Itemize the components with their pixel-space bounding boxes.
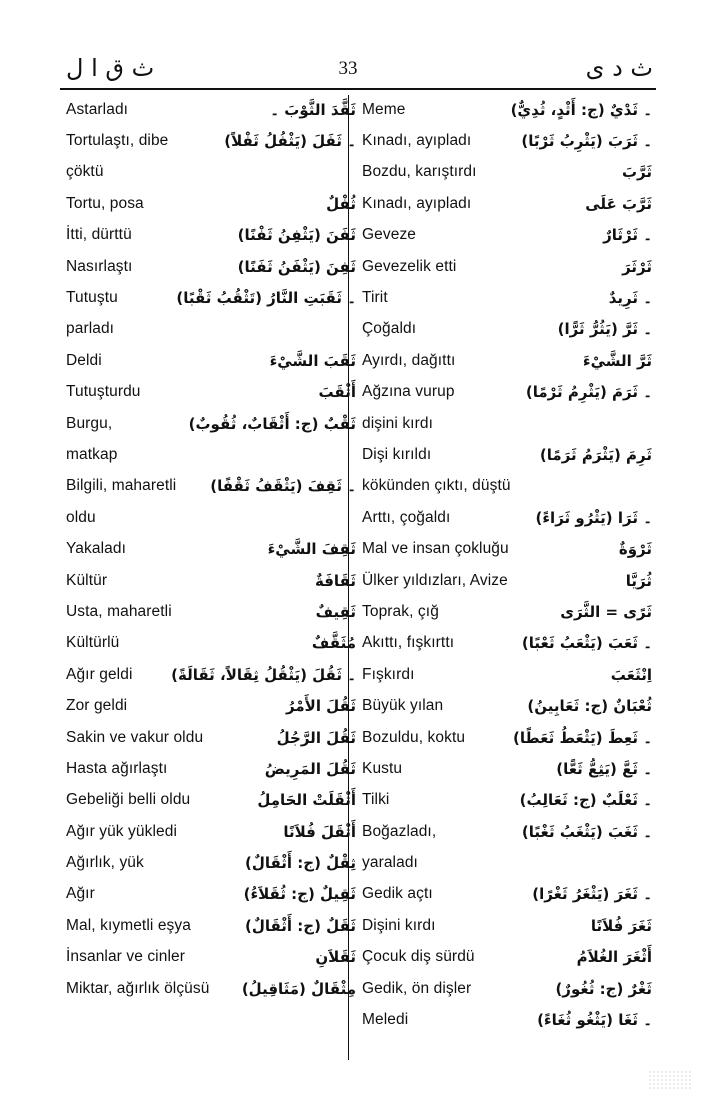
dictionary-entry [66,157,356,188]
dictionary-entry [66,125,356,156]
turkish-meaning: Hasta ağırlaştı [66,759,168,777]
dictionary-entry [66,251,356,282]
arabic-headword: ثَرَّبَ [621,163,652,182]
dictionary-entry [66,910,356,941]
arabic-headword: ۔ ثَغَا (يَثْغُو ثُغَاءً) [537,1011,652,1030]
turkish-meaning: Büyük yılan [362,697,444,715]
turkish-meaning: yaraladı [362,854,418,872]
arabic-headword: ثِقْلٌ (ج: أَثْقَالٌ) [245,854,356,873]
dictionary-entry [66,753,356,784]
turkish-meaning: Gevezelik etti [362,257,457,275]
dictionary-entry [362,942,652,973]
turkish-meaning: Çocuk diş sürdü [362,948,475,966]
arabic-headword: ۔ ثَفَلَ (يَثْفُلُ ثَفْلاً) [224,132,356,151]
arabic-headword: ۔ ثَعِطَ (يَثْعَطُ ثَعَطًا) [513,728,652,747]
turkish-meaning: İnsanlar ve cinler [66,948,185,966]
dictionary-entry [66,879,356,910]
dictionary-entry [66,533,356,564]
dictionary-entry [362,282,652,313]
turkish-meaning: Ayırdı, dağıttı [362,351,456,369]
dictionary-entry [66,942,356,973]
dictionary-entry [362,314,652,345]
dictionary-entry [362,628,652,659]
turkish-meaning: Mal ve insan çokluğu [362,540,509,558]
turkish-meaning: Gedik, ön dişler [362,979,472,997]
arabic-headword: ثَقُلَ الأَمْرُ [286,697,356,716]
turkish-meaning: Gedik açtı [362,885,433,903]
dictionary-entry [66,439,356,470]
dictionary-entry [362,785,652,816]
arabic-headword: ثَرْوَةٌ [618,540,652,559]
dictionary-entry [66,690,356,721]
arabic-headword: ثَقُلَ المَرِيضُ [264,759,356,778]
turkish-meaning: Deldi [66,351,102,369]
arabic-headword: ثَقَّدَ الثَّوْبَ ۔ [270,100,356,119]
turkish-meaning: Bilgili, maharetli [66,477,177,495]
header-rule [60,88,656,90]
turkish-meaning: Zor geldi [66,697,128,715]
arabic-headword: ۔ ثَرَا (يَثْرُو ثَرَاءً) [535,508,652,527]
turkish-meaning: Tutuştu [66,289,118,307]
turkish-meaning: Burgu, [66,414,113,432]
turkish-meaning: kökünden çıktı, düştü [362,477,511,495]
turkish-meaning: Kınadı, ayıpladı [362,132,472,150]
turkish-meaning: Tilki [362,791,390,809]
dictionary-entry [66,94,356,125]
turkish-meaning: Usta, maharetli [66,602,172,620]
turkish-meaning: Boğazladı, [362,822,437,840]
arabic-headword: ۔ ثَرَبَ (يَثْرِبُ ثَرْبًا) [521,132,652,151]
dictionary-entry [66,220,356,251]
turkish-meaning: Geveze [362,226,417,244]
arabic-headword: ثَقَلاَنِ [315,948,356,967]
turkish-meaning: Meme [362,100,406,118]
dictionary-entry [362,439,652,470]
dictionary-entry [362,596,652,627]
dictionary-entry [66,188,356,219]
turkish-meaning: Bozuldu, koktu [362,728,466,746]
arabic-headword: ثَرَّبَ عَلَى [585,194,652,213]
dictionary-entry [362,565,652,596]
turkish-meaning: dişini kırdı [362,414,433,432]
dictionary-entry [362,345,652,376]
dictionary-entry [66,722,356,753]
dictionary-entry [66,408,356,439]
turkish-meaning: Mal, kıymetli eşya [66,916,191,934]
dictionary-entry [362,220,652,251]
dictionary-entry [66,502,356,533]
dictionary-entry [362,973,652,1004]
dictionary-entry [66,377,356,408]
dictionary-entry [362,1004,652,1035]
arabic-headword: ثَقَافَةٌ [315,571,356,590]
arabic-headword: أَثْقَلَتْ الحَامِلُ [257,791,356,810]
arabic-headword: مِثْقَالٌ (مَثَاقِيلُ) [241,979,356,998]
turkish-meaning: Arttı, çoğaldı [362,508,451,526]
arabic-headword: ۔ ثَعْلَبٌ (ج: ثَعَالِبُ) [519,791,652,810]
arabic-headword: ۔ ثَرِيدٌ [608,289,652,308]
dictionary-entry [362,471,652,502]
arabic-headword: ثُرَيَّا [625,571,652,590]
turkish-meaning: Kınadı, ayıpladı [362,194,472,212]
turkish-meaning: çöktü [66,163,104,181]
left-column [66,94,356,1004]
dictionary-entry [362,753,652,784]
dictionary-entry [66,973,356,1004]
dictionary-entry [66,471,356,502]
turkish-meaning: Meledi [362,1011,409,1029]
arabic-headword: ثَقِيفٌ [315,602,356,621]
dictionary-entry [362,690,652,721]
dictionary-entry [362,502,652,533]
turkish-meaning: Fışkırdı [362,665,415,683]
header-left-letters: ث ق ا ل [66,54,155,82]
turkish-meaning: Astarladı [66,100,129,118]
arabic-headword: ۔ ثَرَّ (يَثُرُّ ثَرًّا) [557,320,652,339]
right-column [362,94,652,1036]
turkish-meaning: Dişi kırıldı [362,445,432,463]
turkish-meaning: Ağırlık, yük [66,854,144,872]
page-number: 33 [338,58,358,79]
turkish-meaning: parladı [66,320,115,338]
dictionary-entry [66,565,356,596]
turkish-meaning: Dişini kırdı [362,916,436,934]
arabic-headword: ثَرَّ الشَّيْءَ [582,351,652,370]
turkish-meaning: Çoğaldı [362,320,417,338]
turkish-meaning: Sakin ve vakur oldu [66,728,204,746]
dictionary-entry [66,628,356,659]
arabic-headword: ثَغَرَ فُلاَنًا [590,916,652,935]
arabic-headword: ثَقِفَ الشَّيْءَ [267,540,356,559]
dictionary-entry [362,125,652,156]
dictionary-entry [362,408,652,439]
arabic-headword: ۔ ثَغَبَ (يَثْغَبُ ثَغْبًا) [521,822,652,841]
arabic-headword: ۔ ثَقَبَتِ النَّارُ (تَثْقُبُ ثَقْبًا) [176,289,356,308]
dictionary-entry [362,659,652,690]
turkish-meaning: oldu [66,508,96,526]
turkish-meaning: Tortu, posa [66,194,144,212]
dictionary-entry [66,659,356,690]
arabic-headword: ثُفْلٌ [326,194,356,213]
turkish-meaning: Tutuşturdu [66,383,141,401]
arabic-headword: ۔ ثَرَمَ (يَثْرِمُ ثَرْمًا) [525,383,652,402]
arabic-headword: أَثْقَلَ فُلاَنًا [283,822,356,841]
turkish-meaning: Miktar, ağırlık ölçüsü [66,979,210,997]
arabic-headword: ۔ ثَعَّ (يَثِعُّ ثَعًّا) [556,759,652,778]
dictionary-entry [362,94,652,125]
arabic-headword: مُثَقَّفٌ [311,634,356,653]
dictionary-entry [362,879,652,910]
turkish-meaning: Ağzına vurup [362,383,455,401]
arabic-headword: اِنْثَعَبَ [610,665,652,684]
arabic-headword: ثَقْبٌ (ج: أَثْقَابٌ، ثُقُوبٌ) [188,414,356,433]
turkish-meaning: Yakaladı [66,540,126,558]
turkish-meaning: Kustu [362,759,403,777]
turkish-meaning: Ağır geldi [66,665,133,683]
dictionary-entry [362,157,652,188]
turkish-meaning: Bozdu, karıştırdı [362,163,477,181]
arabic-headword: ۔ ثَعَبَ (يَثْعَبُ ثَعْبًا) [521,634,652,653]
arabic-headword: ثَفَنَ (يَثْفِنُ ثَفْنًا) [237,226,356,245]
turkish-meaning: Gebeliği belli oldu [66,791,191,809]
turkish-meaning: Kültürlü [66,634,120,652]
arabic-headword: ثَقِيلٌ (ج: ثُقَلاَءُ) [243,885,356,904]
dictionary-entry [66,282,356,313]
dictionary-entry [66,314,356,345]
dictionary-entry [362,847,652,878]
arabic-headword: ثَغْرٌ (ج: ثُغُورٌ) [555,979,652,998]
turkish-meaning: Akıttı, fışkırttı [362,634,455,652]
dictionary-entry [66,345,356,376]
dictionary-entry [362,188,652,219]
turkish-meaning: Ülker yıldızları, Avize [362,571,508,589]
dictionary-entry [66,596,356,627]
arabic-headword: ۔ ثَغَرَ (يَثْغَرُ ثَغْرًا) [532,885,652,904]
arabic-headword: ثَرًى = الثَّرَى [560,602,652,621]
page-header [0,0,713,88]
dictionary-entry [66,785,356,816]
dictionary-entry [362,816,652,847]
arabic-headword: ۔ ثَقِفَ (يَثْقَفُ ثَقْفًا) [210,477,356,496]
turkish-meaning: Nasırlaştı [66,257,133,275]
turkish-meaning: Tirit [362,289,388,307]
turkish-meaning: İtti, dürttü [66,226,132,244]
arabic-headword: ثَرْثَرَ [622,257,652,276]
header-right-letters: ث د ى [585,54,653,82]
arabic-headword: ۔ ثَقُلَ (يَثْقُلُ ثِقَالاً، ثَقَالَةً) [171,665,356,684]
turkish-meaning: Ağır [66,885,95,903]
dictionary-entry [66,847,356,878]
turkish-meaning: Tortulaştı, dibe [66,132,169,150]
scan-noise [648,1070,692,1090]
dictionary-entry [362,722,652,753]
arabic-headword: ثَرِمَ (يَثْرَمُ ثَرَمًا) [539,445,652,464]
turkish-meaning: matkap [66,445,118,463]
arabic-headword: أَثْغَرَ الغُلاَمُ [576,948,652,967]
turkish-meaning: Ağır yük yükledi [66,822,178,840]
arabic-headword: ثَقَلٌ (ج: أَثْقَالٌ) [245,916,356,935]
dictionary-entry [362,533,652,564]
dictionary-entry [362,910,652,941]
dictionary-entry [66,816,356,847]
turkish-meaning: Toprak, çığ [362,602,439,620]
arabic-headword: ۔ ثَرْثَارٌ [603,226,652,245]
arabic-headword: أَثْقَبَ [318,383,356,402]
arabic-headword: ثَقُلَ الرَّجُلُ [276,728,356,747]
arabic-headword: ثُعْبَانٌ (ج: ثَعَابِينُ) [527,697,652,716]
arabic-headword: ثَفِنَ (يَثْفَنُ ثَفَنًا) [237,257,356,276]
arabic-headword: ۔ ثَدْيٌ (ج: أَثْدٍ، ثُدِيٌّ) [510,100,652,119]
dictionary-entry [362,251,652,282]
dictionary-entry [362,377,652,408]
arabic-headword: ثَقَبَ الشَّيْءَ [269,351,356,370]
turkish-meaning: Kültür [66,571,108,589]
